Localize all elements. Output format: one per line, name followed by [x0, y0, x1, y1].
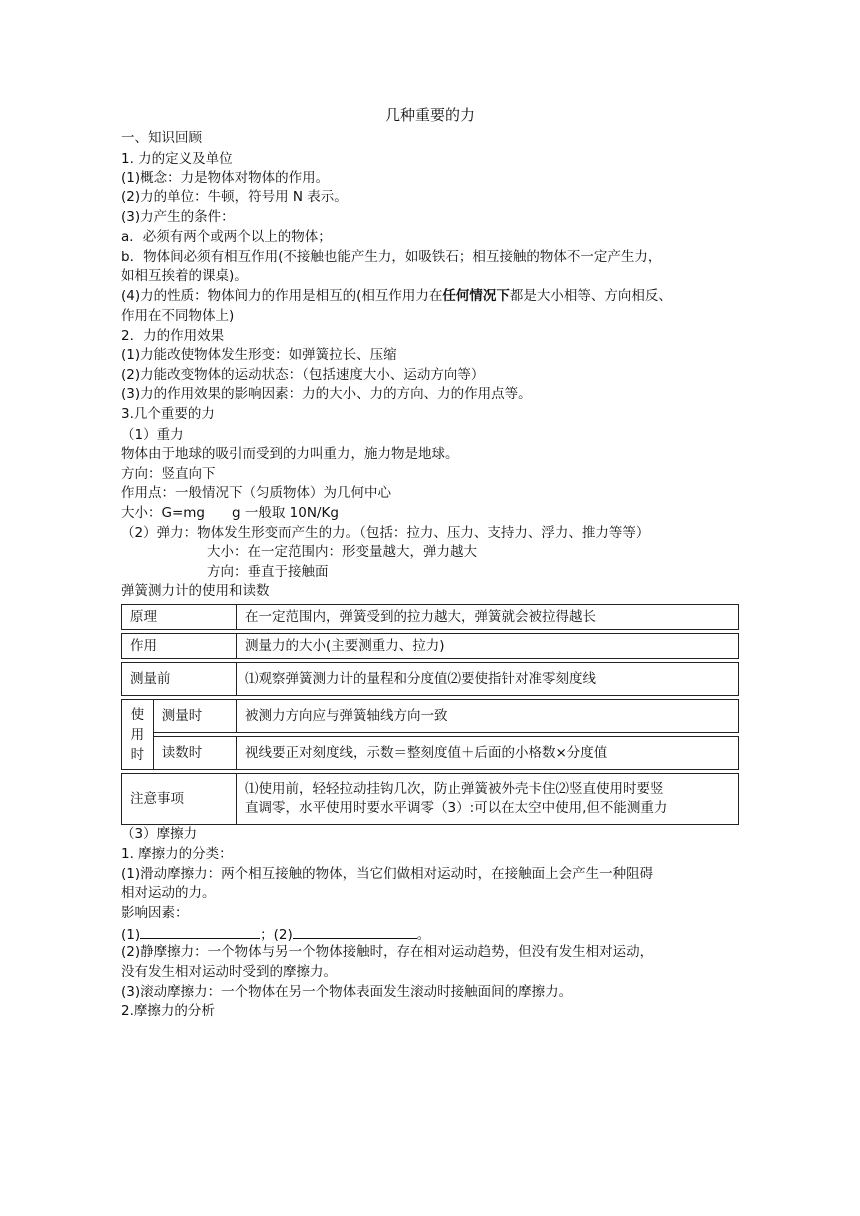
table-cell-value: 在一定范围内，弹簧受到的拉力越大，弹簧就会被拉得越长: [237, 604, 739, 630]
text-line: 影响因素：: [121, 905, 189, 921]
spring-scale-table: [121, 601, 739, 828]
text-line: b．物体间必须有相互作用(不接触也能产生力，如吸铁石；相互接触的物体不一定产生力，: [121, 249, 662, 265]
text-line: (1)滑动摩擦力：两个相互接触的物体，当它们做相对运动时，在接触面上会产生一种阻碍: [121, 866, 654, 882]
text-line: 作用在不同物体上): [121, 308, 235, 324]
table-cell-label: 原理: [121, 604, 237, 630]
text-run: 。: [416, 927, 431, 943]
table-row: [121, 736, 739, 770]
text-line: (2)力能改变物体的运动状态：（包括速度大小、运动方向等）: [121, 367, 485, 383]
text-line: 相对运动的力。: [121, 885, 216, 901]
text-line: a．必须有两个或两个以上的物体；: [121, 229, 332, 245]
table-cell-label: 读数时: [154, 736, 237, 770]
text-line: （3）摩擦力: [121, 826, 198, 842]
table-row: [121, 633, 739, 659]
blank-field-2[interactable]: [293, 924, 417, 939]
text-line: 没有发生相对运动时受到的摩擦力。: [121, 964, 337, 980]
table-cell-value: ⑴观察弹簧测力计的量程和分度值⑵要使指针对准零刻度线: [237, 662, 739, 696]
blank-field-1[interactable]: [140, 924, 260, 939]
text-run: (1): [121, 927, 141, 943]
table-cell-label: 作用: [121, 633, 237, 659]
text-line: (3)滚动摩擦力：一个物体在另一个物体表面发生滚动时接触面间的摩擦力。: [121, 984, 573, 1000]
subheading: 3.几个重要的力: [121, 406, 215, 422]
fill-in-line: [121, 924, 430, 945]
subheading: 1. 力的定义及单位: [121, 151, 233, 167]
table-row: [121, 699, 739, 733]
table-cell-label: 注意事项: [121, 773, 237, 825]
table-cell-label: 测量前: [121, 662, 237, 696]
table-cell-value: 被测力方向应与弹簧轴线方向一致: [237, 699, 739, 733]
text-line: 1. 摩擦力的分类：: [121, 846, 233, 862]
table-cell-value: 视线要正对刻度线，示数＝整刻度值＋后面的小格数×分度值: [237, 736, 739, 770]
text-line: [121, 287, 672, 306]
text-line: 大小：G=mg g 一般取 10N/Kg: [121, 505, 339, 521]
text-line: 弹簧测力计的使用和读数: [121, 583, 270, 599]
text-line: (1)力能改使物体发生形变：如弹簧拉长、压缩: [121, 347, 397, 363]
table-cell-label: 测量时: [154, 699, 237, 733]
section-heading: 一、知识回顾: [121, 130, 202, 146]
text-line: (2)力的单位：牛顿，符号用 N 表示。: [121, 189, 348, 205]
text-line: 2.摩擦力的分析: [121, 1003, 215, 1019]
text-line: (3)力的作用效果的影响因素：力的大小、力的方向、力的作用点等。: [121, 386, 532, 402]
vertical-label: 使用时: [130, 706, 145, 763]
text-line: 方向：垂直于接触面: [207, 564, 329, 580]
text-line: （2）弹力：物体发生形变而产生的力。（包括：拉力、压力、支持力、浮力、推力等等）: [121, 525, 650, 541]
cell-line: ⑴使用前，轻轻拉动挂钩几次，防止弹簧被外壳卡住⑵竖直使用时要竖: [245, 781, 664, 797]
table-cell-merged: [121, 699, 154, 770]
text-line: 大小：在一定范围内：形变量越大，弹力越大: [207, 544, 477, 560]
text-line: 方向：竖直向下: [121, 466, 216, 482]
text-run: (4)力的性质：物体间力的作用是相互的(相互作用力在: [121, 288, 443, 304]
text-line: (3)力产生的条件：: [121, 209, 235, 225]
table-cell-value: [237, 773, 739, 825]
text-run: ；(2): [260, 927, 293, 943]
page-title: 几种重要的力: [384, 106, 475, 124]
text-line: (1)概念：力是物体对物体的作用。: [121, 170, 330, 186]
table-row: [121, 662, 739, 696]
text-line: 如相互挨着的课桌)。: [121, 268, 248, 284]
text-run: 都是大小相等、方向相反、: [509, 288, 672, 304]
table-row: [121, 604, 739, 630]
subheading: 2．力的作用效果: [121, 328, 225, 344]
text-line: 物体由于地球的吸引而受到的力叫重力，施力物是地球。: [121, 446, 459, 462]
text-line: 作用点：一般情况下（匀质物体）为几何中心: [121, 485, 391, 501]
text-line: (2)静摩擦力：一个物体与另一个物体接触时，存在相对运动趋势，但没有发生相对运动，: [121, 944, 654, 960]
text-line: （1）重力: [121, 427, 184, 443]
bold-text: 任何情况下: [442, 288, 510, 304]
cell-line: 直调零，水平使用时要水平调零（3）:可以在太空中使用,但不能测重力: [245, 800, 668, 816]
table-row: [121, 773, 739, 825]
table-cell-value: 测量力的大小(主要测重力、拉力): [237, 633, 739, 659]
